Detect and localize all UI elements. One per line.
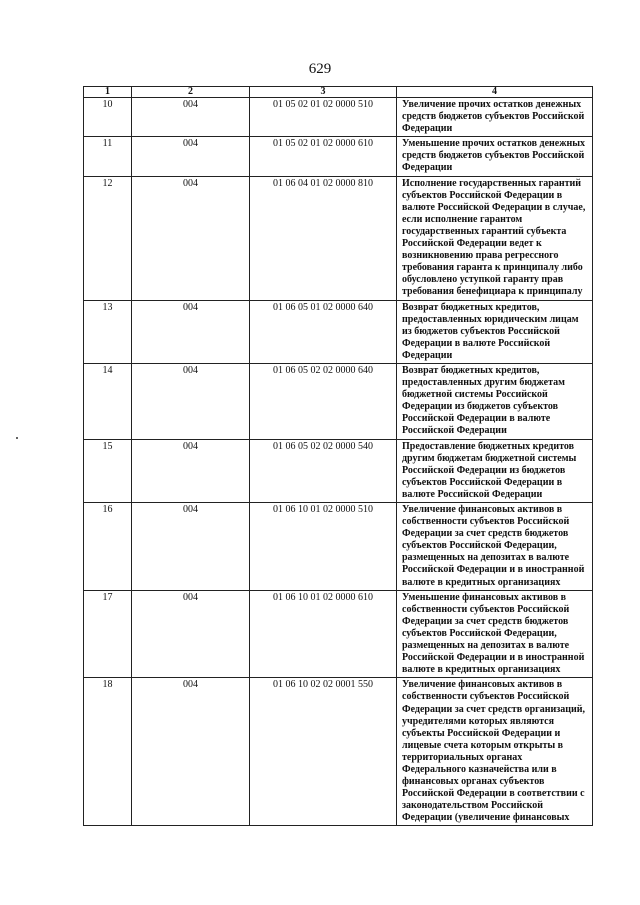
row-description: Увеличение финансовых активов в собственности субъектов Российской Федерации за счет средств бюджетов субъектов Российской Федерации, размещенных на депозитах в валюте Российской Федерации и в иностранной валюте в кредитных организациях (397, 503, 593, 591)
row-number: 14 (84, 363, 132, 439)
scan-speck (16, 437, 18, 439)
budget-class-code: 01 05 02 01 02 0000 510 (250, 98, 397, 137)
header-col-3: 3 (250, 87, 397, 98)
budget-class-code: 01 06 05 01 02 0000 640 (250, 300, 397, 363)
budget-class-code: 01 06 10 01 02 0000 610 (250, 590, 397, 678)
row-number: 16 (84, 503, 132, 591)
row-number: 11 (84, 137, 132, 176)
admin-code: 004 (132, 137, 250, 176)
admin-code: 004 (132, 363, 250, 439)
admin-code: 004 (132, 98, 250, 137)
budget-class-code: 01 06 10 01 02 0000 510 (250, 503, 397, 591)
row-description: Увеличение прочих остатков денежных средств бюджетов субъектов Российской Федерации (397, 98, 593, 137)
table-row (84, 439, 593, 502)
table-row (84, 137, 593, 176)
budget-class-code: 01 06 04 01 02 0000 810 (250, 176, 397, 300)
document-table-container (83, 86, 592, 826)
row-description: Уменьшение прочих остатков денежных средств бюджетов субъектов Российской Федерации (397, 137, 593, 176)
admin-code: 004 (132, 503, 250, 591)
row-number: 15 (84, 439, 132, 502)
admin-code: 004 (132, 176, 250, 300)
row-number: 10 (84, 98, 132, 137)
budget-codes-table (83, 86, 593, 826)
row-description: Возврат бюджетных кредитов, предоставленных юридическим лицам из бюджетов субъектов Российской Федерации в валюте Российской Федерации (397, 300, 593, 363)
admin-code: 004 (132, 590, 250, 678)
budget-class-code: 01 06 05 02 02 0000 640 (250, 363, 397, 439)
admin-code: 004 (132, 678, 250, 826)
table-header-row (84, 87, 593, 98)
table-row (84, 678, 593, 826)
table-row (84, 363, 593, 439)
header-col-4: 4 (397, 87, 593, 98)
admin-code: 004 (132, 439, 250, 502)
table-row (84, 590, 593, 678)
row-description: Уменьшение финансовых активов в собственности субъектов Российской Федерации за счет средств бюджетов субъектов Российской Федерации, размещенных на депозитах в валюте Российской Федерации и в иностранной валюте в кредитных организациях (397, 590, 593, 678)
row-number: 18 (84, 678, 132, 826)
page-number: 629 (308, 61, 332, 77)
row-number: 13 (84, 300, 132, 363)
row-number: 12 (84, 176, 132, 300)
row-description: Исполнение государственных гарантий субъектов Российской Федерации в валюте Российской Федерации в случае, если исполнение гарантом государственных гарантий субъекта Российской Федерации ведет к возникновению права регрессного требования гаранта к принципалу либо обусловлено уступкой гаранту прав требования бенефициара к принципалу (397, 176, 593, 300)
row-description: Предоставление бюджетных кредитов другим бюджетам бюджетной системы Российской Федерации из бюджетов субъектов Российской Федерации в валюте Российской Федерации (397, 439, 593, 502)
table-row (84, 503, 593, 591)
header-col-1: 1 (84, 87, 132, 98)
budget-class-code: 01 06 05 02 02 0000 540 (250, 439, 397, 502)
table-row (84, 98, 593, 137)
admin-code: 004 (132, 300, 250, 363)
table-row (84, 300, 593, 363)
row-number: 17 (84, 590, 132, 678)
header-col-2: 2 (132, 87, 250, 98)
row-description: Увеличение финансовых активов в собственности субъектов Российской Федерации за счет средств организаций, учредителями которых являются субъекты Российской Федерации и лицевые счета которым открыты в территориальных органах Федерального казначейства или в финансовых органах субъектов Российской Федерации в соответствии с законодательством Российской Федерации (увеличение финансовых (397, 678, 593, 826)
row-description: Возврат бюджетных кредитов, предоставленных другим бюджетам бюджетной системы Российской Федерации из бюджетов субъектов Российской Федерации в валюте Российской Федерации (397, 363, 593, 439)
table-row (84, 176, 593, 300)
budget-class-code: 01 05 02 01 02 0000 610 (250, 137, 397, 176)
budget-class-code: 01 06 10 02 02 0001 550 (250, 678, 397, 826)
